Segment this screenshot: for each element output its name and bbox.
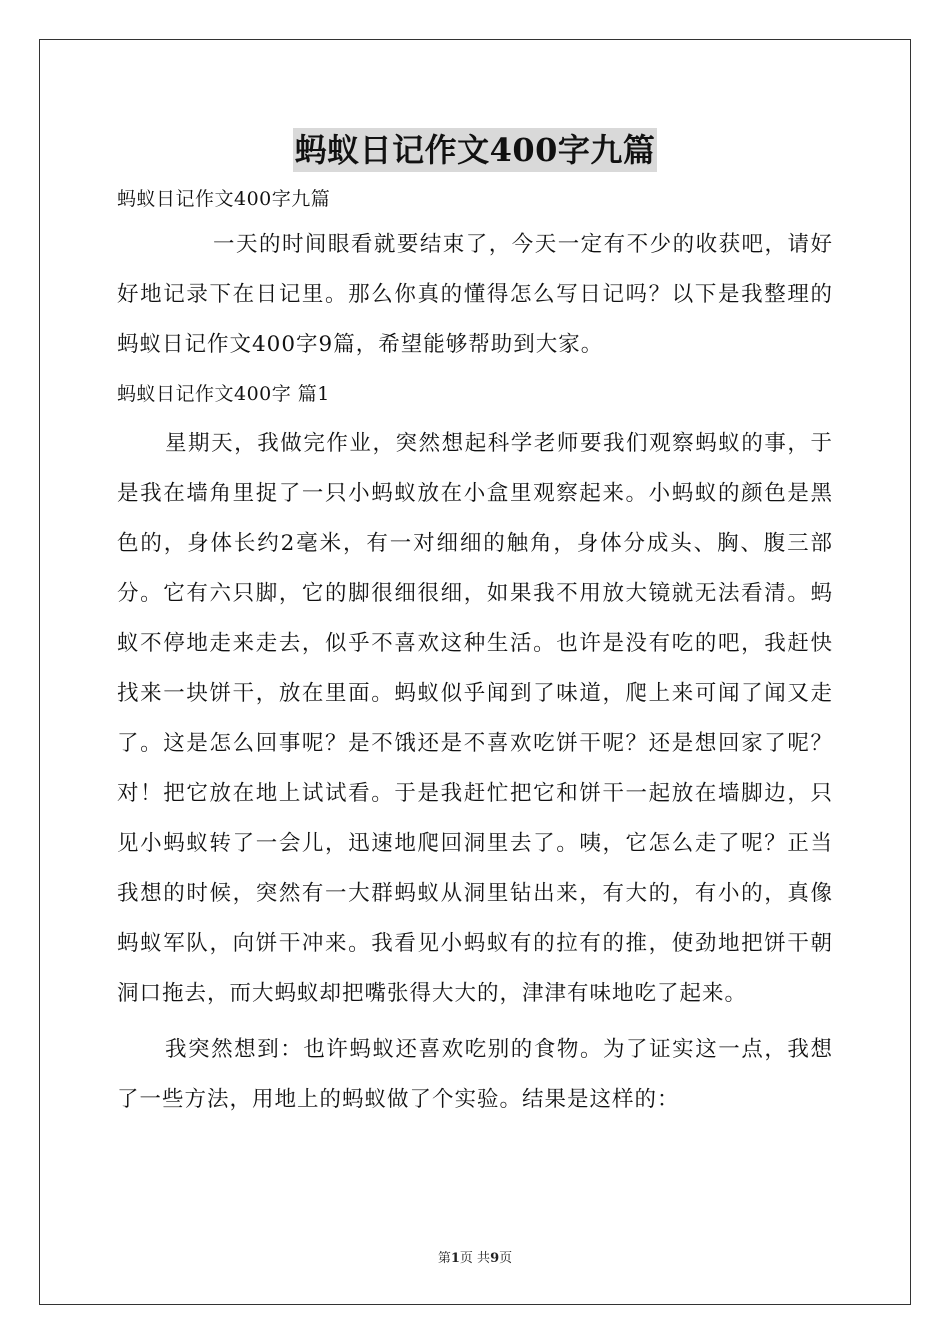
document-title-container <box>0 128 950 172</box>
page-footer <box>0 1247 950 1266</box>
footer-mid: 页 共 <box>459 1251 491 1266</box>
section-heading: 蚂蚁日记作文400字 篇1 <box>117 383 330 405</box>
footer-current-page: 1 <box>450 1251 460 1266</box>
intro-paragraph: 一天的时间眼看就要结束了，今天一定有不少的收获吧，请好好地记录下在日记里。那么你真的懂得怎么写日记吗？以下是我整理的蚂蚁日记作文400字9篇，希望能够帮助到大家。 <box>117 232 833 357</box>
document-title: 蚂蚁日记作文400字九篇 <box>293 128 658 172</box>
footer-total-pages: 9 <box>490 1251 500 1266</box>
body-paragraph-1: 星期天，我做完作业，突然想起科学老师要我们观察蚂蚁的事，于是我在墙角里捉了一只小蚂蚁放在小盒里观察起来。小蚂蚁的颜色是黑色的，身体长约2毫米，有一对细细的触角，身体分成头、胸、腹三部分。它有六只脚，它的脚很细很细，如果我不用放大镜就无法看清。蚂蚁不停地走来走去，似乎不喜欢这种生活。也许是没有吃的吧，我赶快找来一块饼干，放在里面。蚂蚁似乎闻到了味道，爬上来可闻了闻又走了。这是怎么回事呢？是不饿还是不喜欢吃饼干呢？还是想回家了呢？对！把它放在地上试试看。于是我赶忙把它和饼干一起放在墙脚边，只见小蚂蚁转了一会儿，迅速地爬回洞里去了。咦，它怎么走了呢？正当我想的时候，突然有一大群蚂蚁从洞里钻出来，有大的，有小的，真像蚂蚁军队，向饼干冲来。我看见小蚂蚁有的拉有的推，使劲地把饼干朝洞口拖去，而大蚂蚁却把嘴张得大大的，津津有味地吃了起来。 <box>117 431 833 1006</box>
footer-prefix: 第 <box>437 1251 451 1266</box>
document-body <box>117 178 833 1125</box>
footer-suffix: 页 <box>499 1251 513 1266</box>
body-paragraph-2: 我突然想到：也许蚂蚁还喜欢吃别的食物。为了证实这一点，我想了一些方法，用地上的蚂蚁做了个实验。结果是这样的： <box>117 1037 833 1112</box>
document-subtitle: 蚂蚁日记作文400字九篇 <box>117 188 331 210</box>
